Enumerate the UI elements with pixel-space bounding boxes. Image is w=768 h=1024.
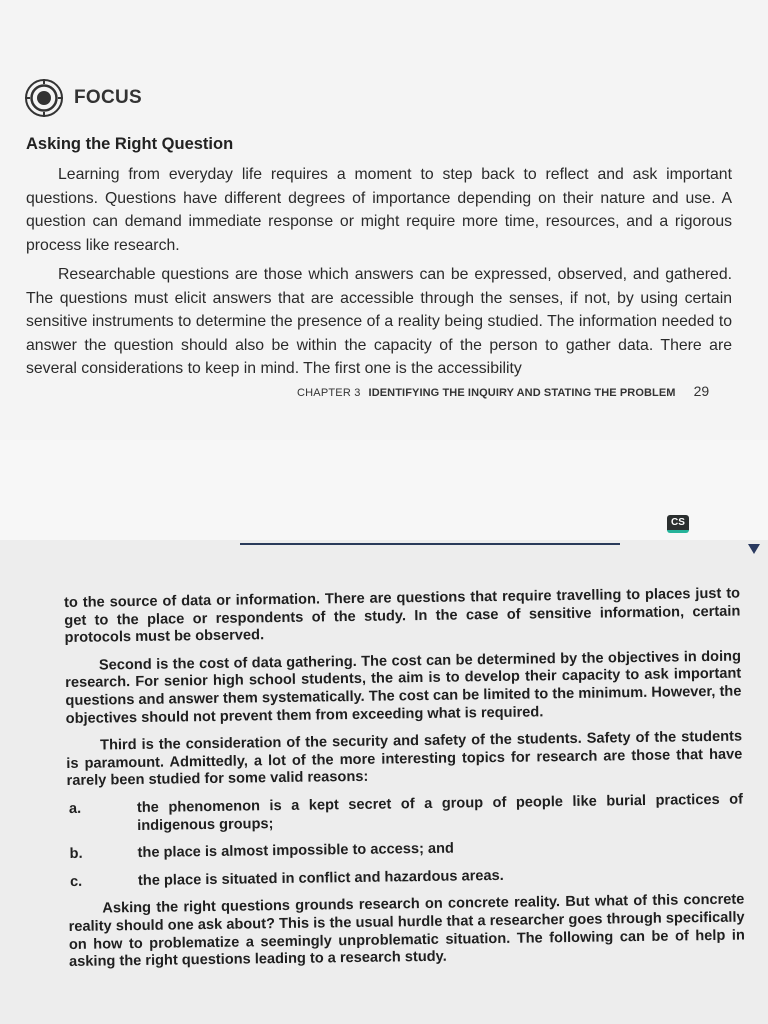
list-item [68,864,744,891]
target-icon [24,78,64,118]
list-marker: b. [69,845,83,863]
top-body-text [26,163,732,387]
page-footer [297,383,737,399]
list-item-text: the phenomenon is a kept secret of a group of people like burial practices of indigenous groups; [136,791,744,834]
paragraph: Researchable questions are those which answers can be expressed, observed, and gathered. The questions must elicit answers that are accessible through the senses, if not, by using certain sensitive instruments to determine the presence of a reality being studied. The information needed to answer the question should also be within the capacity of the person to gather data. There are several considerations to keep in mind. The first one is the accessibility [26,266,732,377]
list-item [68,837,744,864]
scanner-badge: CS [667,515,689,533]
list-item-text: the place is almost impossible to access; and [137,840,455,862]
top-page [0,0,768,440]
page-top-rule [240,543,620,545]
focus-header [24,78,142,118]
closing-paragraph: Asking the right questions grounds research on concrete reality. But what of this concrete reality should one ask about? This is the usual hurdle that a researcher goes through specifically on how to problematize a seemingly unproblematic situation. The following can be of help in asking the right questions leading to a research study. [68,891,745,971]
list-item-text: the place is situated in conflict and hazardous areas. [137,867,504,889]
bottom-body-text [64,586,745,982]
list-item [67,791,743,836]
list-marker: c. [69,873,83,890]
page-gap [0,440,768,540]
paragraph: Second is the cost of data gathering. The cost can be determined by the objectives in doing research. For senior high school students, the aim is to develop their capacity to ask important questions and answer them systematically. The cost can be limited to the minimum. However, the objectives should not prevent them from exceeding what is required. [65,648,742,727]
paragraph: Learning from everyday life requires a moment to step back to reflect and ask important questions. Questions have different degrees of importance depending on their nature and use. A question can demand immediate response or might require more time, resources, and a rigorous process like research. [26,166,732,254]
list-marker: a. [68,800,82,817]
paragraph: to the source of data or information. There are questions that require travelling to places just to get to the place or respondents of the study. In the case of sensitive information, certain protocols must be observed. [64,585,741,647]
section-title: Asking the Right Question [26,135,234,153]
chapter-title: IDENTIFYING THE INQUIRY AND STATING THE PROBLEM [368,387,676,399]
chapter-number: CHAPTER 3 [297,387,361,399]
page-number: 29 [693,383,710,399]
paragraph: Third is the consideration of the security and safety of the students. Safety of the students is paramount. Admittedly, a lot of the more interesting topics for research are those that have rarely been studied for some valid reasons: [66,728,743,790]
reasons-list [67,791,744,891]
page-corner-mark [748,544,760,554]
focus-label: FOCUS [74,87,142,108]
